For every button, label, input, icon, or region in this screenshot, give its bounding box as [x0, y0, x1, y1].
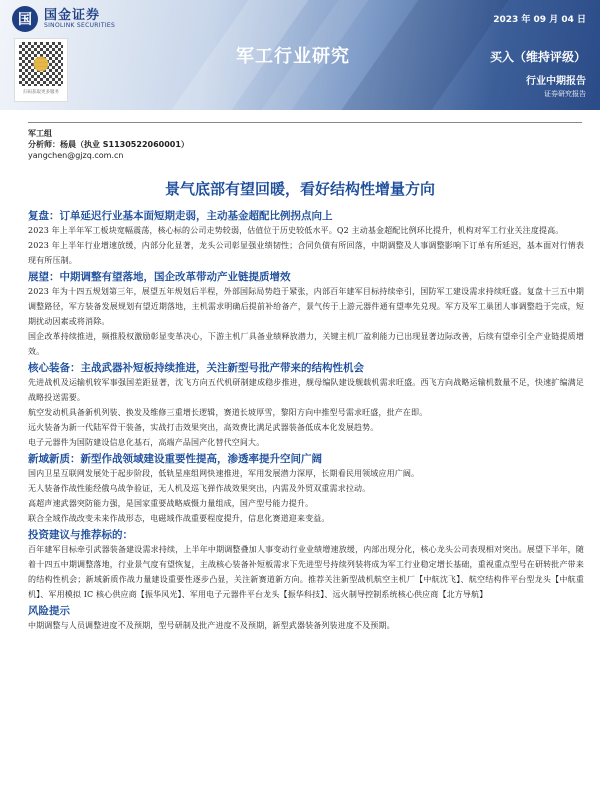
paragraph: 2023 年上半年军工板块宽幅震荡，核心标的公司走势较弱，估值位于历史较低水平。Q2 主动基金超配比例环比提升，机构对军工行业关注度提高。	[28, 226, 564, 235]
paragraph: 国企改革持续推进，频推股权激励彰显变革决心，下游主机厂具备业绩释放潜力，关键主机厂盈利能力已出现显著边际改善，后续有望牵引全产业链提质增效。	[28, 332, 584, 356]
paragraph: 国内卫星互联网发展处于起步阶段，低轨星座组网快速推进，军用发展潜力深厚，长期看民用领域应用广阔。	[28, 469, 420, 478]
paragraph: 高超声速武器突防能力强，是国家重要战略威慑力量组成，国产型号能力提升。	[28, 499, 314, 508]
section-title: 新域新质：新型作战领域建设重要性提高，渗透率提升空间广阔	[28, 453, 322, 465]
paragraph: 2023 年为十四五规划第三年，展望五年规划后半程，外部国际局势趋于紧张，内部百年建军目标持续牵引，国防军工建设需求持续旺盛。复盘十三五中期调整路径，军方装备发展规划有望近期落地，主机需求明确后提前补给备产，景气传于上游元器件通有望率先兑现。军方及军工巢团人事调整趋于完成，短期扰动因素或将消除。	[28, 287, 584, 326]
section-title: 投资建议与推荐标的：	[28, 529, 133, 541]
section-new-domains	[28, 452, 584, 526]
report-subtype: 证券研究报告	[544, 90, 586, 98]
paragraph: 百年建军目标牵引武器装备建设需求持续，上半年中期调整叠加人事变动行业业绩增速放缓，内部出现分化，核心龙头公司表现相对突出。展望下半年，随着十四五中期调整落地，行业景气度有望恢复，主战核心装备补短板需求下先进型号持续列装将成为军工行业稳定增长基础，重视重点型号在研转批产带来的结构性机会；新域新质作战力量建设重要性逐步凸显，关注新赛道新方向。推荐关注新型战机航空主机厂【中航沈飞】、航空结构件平台型龙头【中航重机】、军用模拟 IC 核心供应商【振华风光】、军用电子元器件平台龙头【振华科技】、远火制导控制系统核心供应商【北方导航】	[28, 545, 584, 599]
paragraph: 航空发动机具备新机列装、换发及维修三重增长逻辑，赛道长坡厚雪，黎阳方向中推型号需求旺盛，批产在即。	[28, 408, 428, 417]
qr-caption: 扫码获取更多服务	[22, 89, 59, 95]
company-logo	[12, 6, 115, 32]
paragraph: 电子元器件为国防建设信息化基石，高端产品国产化替代空间大。	[28, 438, 265, 447]
logo-name-en: SINOLINK SECURITIES	[44, 21, 116, 29]
report-type: 行业中期报告	[526, 76, 586, 87]
section-title: 展望：中期调整有望落地，国企改革带动产业链提质增效	[28, 271, 291, 283]
paragraph: 2023 年上半年行业增速放缓，内部分化显著，龙头公司彰显强业绩韧性；合同负债有所回落，中期调整及人事调整影响下订单有所延迟，基本面对行情表现有所压制。	[28, 241, 584, 265]
section-title: 复盘：订单延迟行业基本面短期走弱，主动基金超配比例拐点向上	[28, 210, 333, 222]
analyst-info	[28, 128, 189, 161]
analyst-group: 军工组	[28, 129, 52, 138]
section-outlook	[28, 270, 584, 359]
report-headline: 景气底部有望回暖，看好结构性增量方向	[164, 180, 435, 198]
qr-code-icon	[19, 42, 63, 86]
paragraph: 先进战机及运输机较军事强国差距显著，沈飞方向五代机研制建成稳步推进，舰母编队建设舰载机需求旺盛。西飞方向战略运输机数量不足，快速扩编满足战略投送需要。	[28, 378, 584, 402]
report-banner	[0, 0, 600, 110]
logo-name-cn: 国金证券	[44, 8, 101, 24]
section-core-equipment	[28, 361, 584, 450]
rating-label: 买入（维持评级）	[489, 50, 586, 64]
report-title: 军工行业研究	[236, 46, 350, 67]
section-review	[28, 209, 584, 268]
paragraph: 无人装备作战性能经俄乌战争验证，无人机及巡飞弹作战效果突出，内需及外贸双重需求拉动。	[28, 484, 371, 493]
divider	[28, 122, 582, 123]
analyst-email[interactable]: yangchen@gjzq.com.cn	[28, 151, 124, 160]
report-body	[28, 207, 584, 633]
report-date: 2023 年 09 月 04 日	[493, 15, 586, 25]
qr-code	[14, 38, 68, 102]
logo-mark-icon: 国	[12, 6, 38, 32]
paragraph: 中期调整与人员调整进度不及预期，型号研制及批产进度不及预期，新型武器装备列装进度不及预期。	[28, 621, 395, 630]
section-risk	[28, 604, 584, 633]
paragraph: 联合全域作战改变未来作战形态，电磁域作战重要程度提升，信息化赛道迎来变益。	[28, 514, 330, 523]
section-title: 核心装备：主战武器补短板持续推进，关注新型号批产带来的结构性机会	[28, 362, 364, 374]
banner-streak	[341, 0, 508, 110]
analyst-line: 分析师：杨晨（执业 S1130522060001）	[28, 140, 189, 149]
section-title: 风险提示	[28, 605, 70, 617]
section-investment	[28, 528, 584, 602]
paragraph: 远火装备为新一代陆军骨干装备，实战打击效果突出，高效费比满足武器装备低成本化发展趋势。	[28, 423, 379, 432]
